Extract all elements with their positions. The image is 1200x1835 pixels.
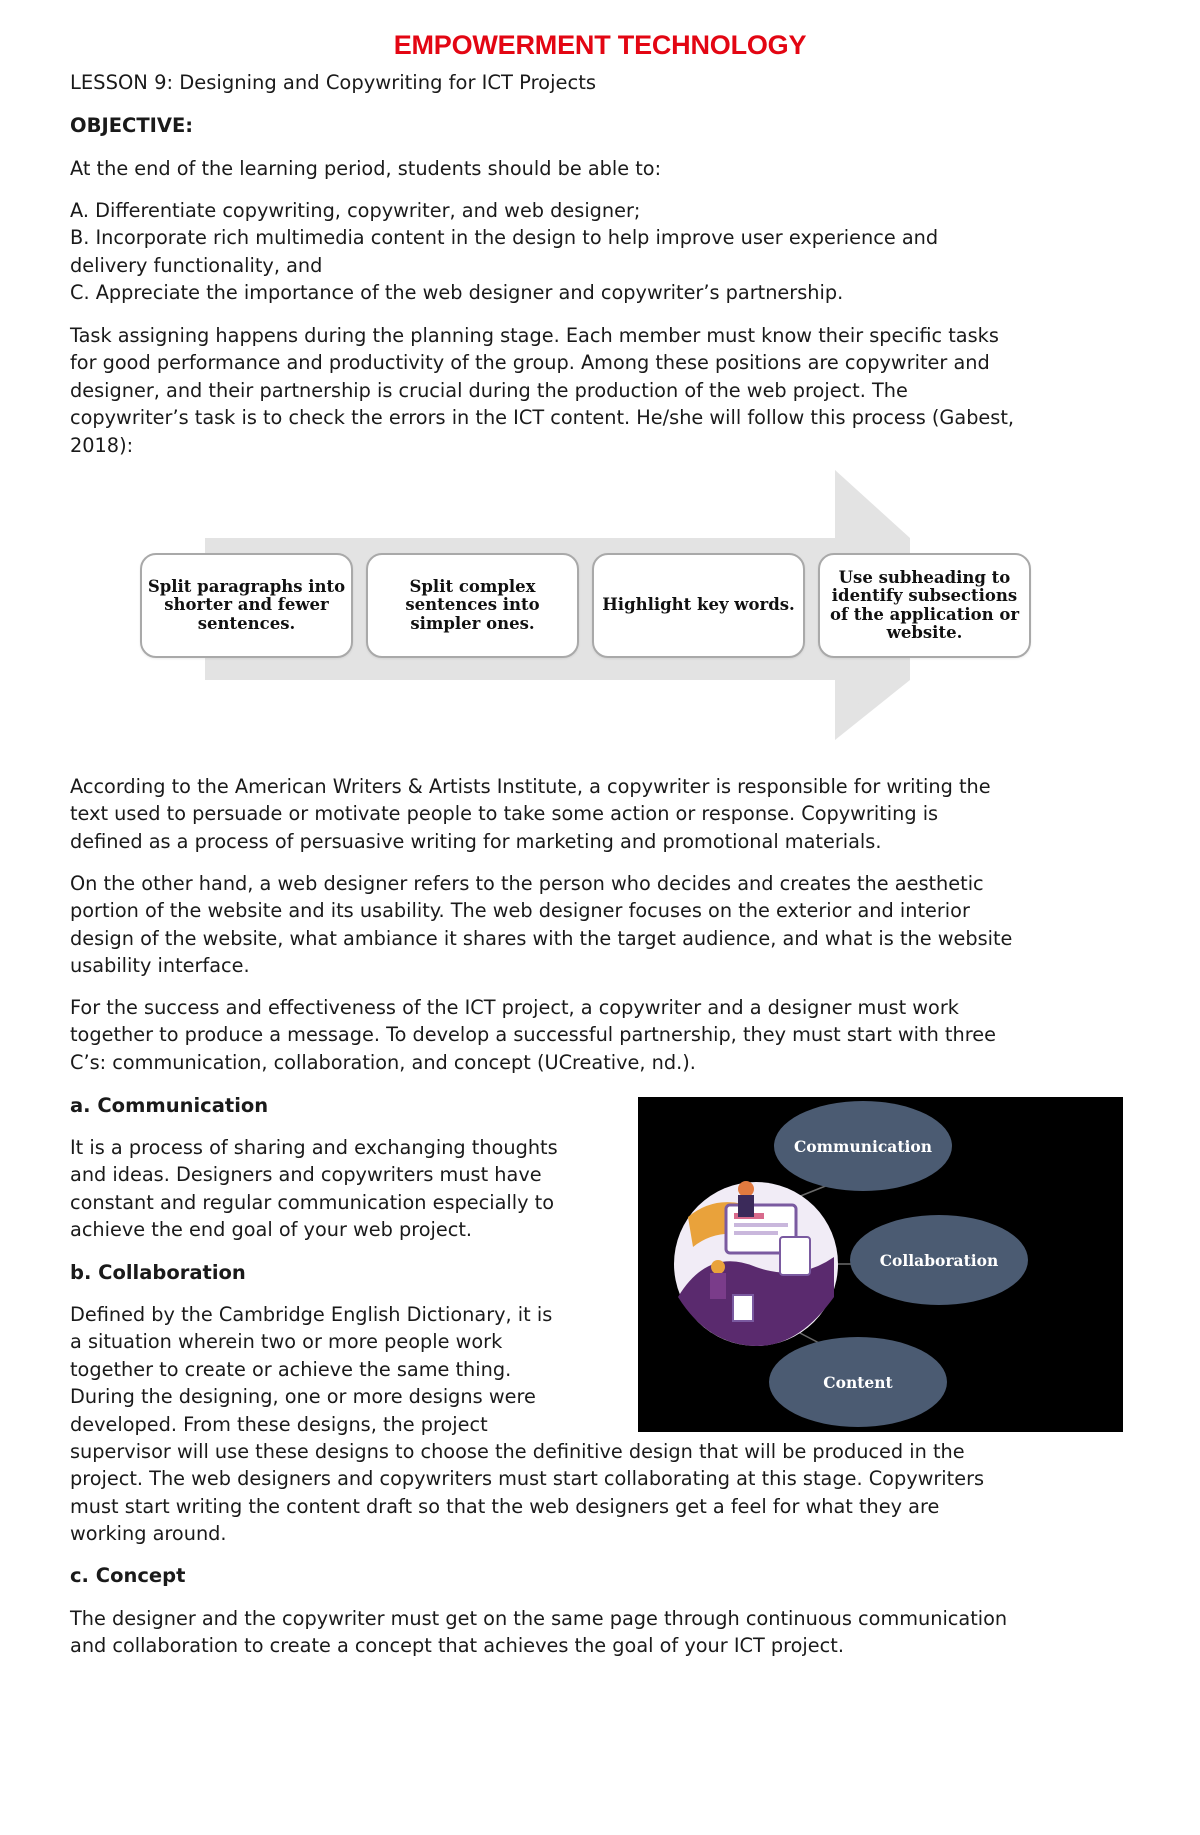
text-line: usability interface. xyxy=(70,954,250,978)
three-cs-illustration xyxy=(638,1097,1123,1432)
text-line: Task assigning happens during the planning stage. Each member must know their specific tasks xyxy=(70,324,999,347)
process-step-4 xyxy=(818,553,1031,658)
objective-item: B. Incorporate rich multimedia content in the design to help improve user experience and xyxy=(70,226,939,250)
text-line: According to the American Writers & Artists Institute, a copywriter is responsible for writing the xyxy=(70,775,991,798)
communication-text xyxy=(70,1134,625,1244)
copywriter-paragraph xyxy=(70,773,1140,855)
process-step-2 xyxy=(366,553,579,658)
concept-heading: c. Concept xyxy=(70,1564,186,1587)
collaboration-heading: b. Collaboration xyxy=(70,1261,246,1284)
text-line: C’s: communication, collaboration, and concept (UCreative, nd.). xyxy=(70,1050,696,1074)
text-line: for good performance and productivity of the group. Among these positions are copywriter and xyxy=(70,351,990,375)
collaboration-text-continued xyxy=(70,1438,1140,1548)
objective-intro: At the end of the learning period, students should be able to: xyxy=(70,157,662,180)
step-text: Split paragraphs into xyxy=(147,576,346,596)
success-paragraph xyxy=(70,994,1140,1076)
process-step-1 xyxy=(140,553,353,658)
copywriter-process-diagram xyxy=(130,470,1050,740)
text-line: and ideas. Designers and copywriters must have xyxy=(70,1163,542,1187)
text-line: portion of the website and its usability. The web designer focuses on the exterior and interior xyxy=(70,899,970,923)
text-line: Defined by the Cambridge English Dictionary, it is xyxy=(70,1303,553,1326)
step-text: Use subheading to xyxy=(838,567,1011,587)
step-text: simpler ones. xyxy=(410,613,535,633)
concept-text xyxy=(70,1605,1140,1660)
objective-item: C. Appreciate the importance of the web designer and copywriter’s partnership. xyxy=(70,281,844,305)
text-line: text used to persuade or motivate people to take some action or response. Copywriting is xyxy=(70,802,939,826)
task-paragraph xyxy=(70,322,1140,459)
text-line: copywriter’s task is to check the errors in the ICT content. He/she will follow this process (Gabest, xyxy=(70,406,1015,430)
process-step-3 xyxy=(592,553,805,658)
step-text: sentences into xyxy=(405,595,540,615)
text-line: together to produce a message. To develop a successful partnership, they must start with three xyxy=(70,1023,996,1047)
lesson-title: LESSON 9: Designing and Copywriting for ICT Projects xyxy=(70,71,597,94)
oval-content: Content xyxy=(769,1337,947,1427)
step-text: of the application or xyxy=(829,604,1020,624)
designer-paragraph xyxy=(70,870,1140,980)
text-line: project. The web designers and copywriters must start collaborating at this stage. Copywriters xyxy=(70,1467,985,1491)
objective-item: A. Differentiate copywriting, copywriter, and web designer; xyxy=(70,199,641,222)
oval-collaboration: Collaboration xyxy=(850,1215,1028,1305)
text-line: working around. xyxy=(70,1522,227,1546)
step-text: sentences. xyxy=(197,613,296,633)
text-line: must start writing the content draft so that the web designers get a feel for what they are xyxy=(70,1494,940,1518)
text-line: designer, and their partnership is crucial during the production of the web project. The xyxy=(70,378,908,402)
text-line: For the success and effectiveness of the ICT project, a copywriter and a designer must work xyxy=(70,996,959,1019)
step-text: Highlight key words. xyxy=(602,595,795,615)
text-line: During the designing, one or more designs were xyxy=(70,1385,536,1409)
text-line: On the other hand, a web designer refers to the person who decides and creates the aesthetic xyxy=(70,872,984,895)
text-line: developed. From these designs, the project xyxy=(70,1412,488,1436)
text-line: It is a process of sharing and exchanging thoughts xyxy=(70,1136,558,1159)
objectives-list xyxy=(70,197,1140,307)
oval-communication: Communication xyxy=(774,1101,952,1191)
objective-item: delivery functionality, and xyxy=(70,253,323,277)
document-title: EMPOWERMENT TECHNOLOGY xyxy=(393,30,807,60)
communication-heading: a. Communication xyxy=(70,1094,269,1117)
text-line: a situation wherein two or more people work xyxy=(70,1330,503,1354)
text-line: The designer and the copywriter must get on the same page through continuous communication xyxy=(70,1607,1008,1630)
text-line: supervisor will use these designs to choose the definitive design that will be produced in the xyxy=(70,1440,965,1463)
text-line: 2018): xyxy=(70,433,134,457)
text-line: defined as a process of persuasive writing for marketing and promotional materials. xyxy=(70,829,882,853)
step-text: Split complex xyxy=(409,576,536,596)
text-line: together to create or achieve the same thing. xyxy=(70,1357,512,1381)
text-line: design of the website, what ambiance it shares with the target audience, and what is the website xyxy=(70,926,1013,950)
collaboration-text xyxy=(70,1301,625,1438)
objective-heading: OBJECTIVE: xyxy=(70,114,194,137)
step-text: identify subsections xyxy=(831,586,1018,605)
text-line: achieve the end goal of your web project. xyxy=(70,1218,473,1242)
text-line: and collaboration to create a concept that achieves the goal of your ICT project. xyxy=(70,1634,844,1658)
text-line: constant and regular communication especially to xyxy=(70,1190,555,1214)
step-text: shorter and fewer xyxy=(164,595,329,615)
step-text: website. xyxy=(886,623,963,642)
